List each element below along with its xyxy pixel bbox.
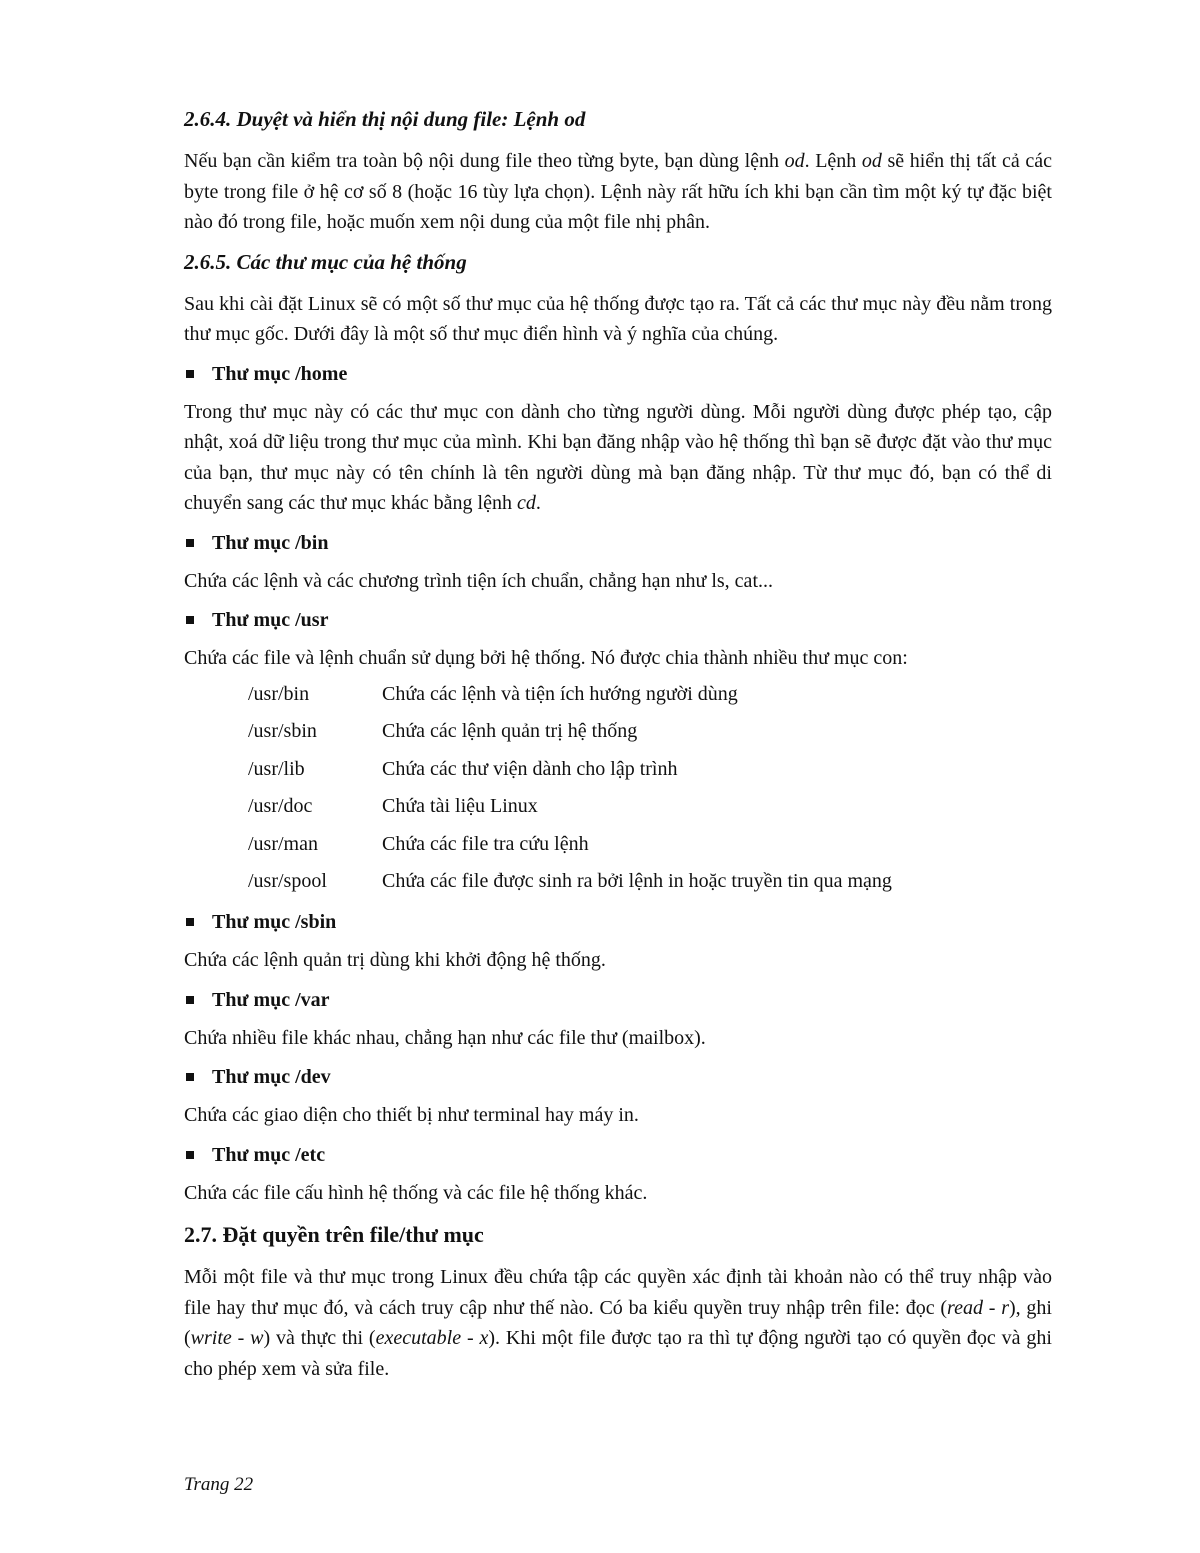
bullet-square-icon bbox=[186, 539, 194, 547]
bin-description: Chứa các lệnh và các chương trình tiện ích chuẩn, chẳng hạn như ls, cat... bbox=[184, 569, 773, 592]
document-page bbox=[184, 104, 1052, 1393]
bullet-sbin: Thư mục /sbin bbox=[184, 907, 1052, 937]
table-row: /usr/sbin Chứa các lệnh quản trị hệ thống bbox=[248, 720, 638, 743]
var-description: Chứa nhiều file khác nhau, chẳng hạn như các file thư (mailbox). bbox=[184, 1026, 706, 1049]
section-2-6-5-intro: Sau khi cài đặt Linux sẽ có một số thư mục của hệ thống được tạo ra. Tất cả các thư mục này đều nằm trong thư mục gốc. Dưới đây là một số thư mục điển hình và ý nghĩa của chúng. bbox=[184, 292, 1052, 345]
section-heading-2-7: 2.7. Đặt quyền trên file/thư mục bbox=[184, 1222, 484, 1248]
section-heading-2-6-4: 2.6.4. Duyệt và hiển thị nội dung file: Lệnh od bbox=[184, 107, 586, 131]
etc-description: Chứa các file cấu hình hệ thống và các file hệ thống khác. bbox=[184, 1181, 648, 1204]
bullet-square-icon bbox=[186, 918, 194, 926]
section-2-7-paragraph: Mỗi một file và thư mục trong Linux đều chứa tập các quyền xác định tài khoản nào có thể truy nhập vào file hay thư mục đó, và cách truy cập như thế nào. Có ba kiểu quyền truy nhập trên file: đọc (read - r), ghi (write - w) và thực thi (executable - x). Khi một file được tạo ra thì tự động người tạo có quyền đọc và ghi cho phép xem và sửa file. bbox=[184, 1266, 1052, 1380]
bullet-usr: Thư mục /usr bbox=[184, 605, 1052, 635]
bullet-bin: Thư mục /bin bbox=[184, 528, 1052, 558]
bullet-etc: Thư mục /etc bbox=[184, 1140, 1052, 1170]
usr-subdir-table bbox=[248, 676, 1052, 902]
section-2-6-4-paragraph: Nếu bạn cần kiểm tra toàn bộ nội dung file theo từng byte, bạn dùng lệnh od. Lệnh od sẽ hiển thị tất cả các byte trong file ở hệ cơ số 8 (hoặc 16 tùy lựa chọn). Lệnh này rất hữu ích khi bạn cần tìm một ký tự đặc biệt nào đó trong file, hoặc muốn xem nội dung của một file nhị phân. bbox=[184, 150, 1052, 233]
table-row: /usr/spool Chứa các file được sinh ra bởi lệnh in hoặc truyền tin qua mạng bbox=[248, 870, 892, 893]
bullet-dev: Thư mục /dev bbox=[184, 1062, 1052, 1092]
usr-description: Chứa các file và lệnh chuẩn sử dụng bởi hệ thống. Nó được chia thành nhiều thư mục con: bbox=[184, 647, 908, 669]
section-heading-2-6-5: 2.6.5. Các thư mục của hệ thống bbox=[184, 249, 467, 274]
bullet-square-icon bbox=[186, 616, 194, 624]
table-row: /usr/man Chứa các file tra cứu lệnh bbox=[248, 832, 589, 855]
sbin-description: Chứa các lệnh quản trị dùng khi khởi động hệ thống. bbox=[184, 949, 606, 972]
table-row: /usr/doc Chứa tài liệu Linux bbox=[248, 795, 538, 818]
bullet-var: Thư mục /var bbox=[184, 985, 1052, 1015]
table-row: /usr/lib Chứa các thư viện dành cho lập trình bbox=[248, 757, 678, 780]
bullet-square-icon bbox=[186, 370, 194, 378]
bullet-square-icon bbox=[186, 1073, 194, 1081]
bullet-home: Thư mục /home bbox=[184, 359, 1052, 389]
home-description: Trong thư mục này có các thư mục con dành cho từng người dùng. Mỗi người dùng được phép tạo, cập nhật, xoá dữ liệu trong thư mục của mình. Khi bạn đăng nhập vào hệ thống thì bạn sẽ được đặt vào thư mục của bạn, thư mục này có tên chính là tên người dùng mà bạn đăng nhập. Từ thư mục đó, bạn có thể di chuyển sang các thư mục khác bằng lệnh cd. bbox=[184, 400, 1052, 514]
bullet-square-icon bbox=[186, 1151, 194, 1159]
table-row: /usr/bin Chứa các lệnh và tiện ích hướng người dùng bbox=[248, 682, 738, 705]
bullet-square-icon bbox=[186, 996, 194, 1004]
dev-description: Chứa các giao diện cho thiết bị như terminal hay máy in. bbox=[184, 1104, 639, 1127]
page-number: Trang 22 bbox=[184, 1474, 254, 1495]
